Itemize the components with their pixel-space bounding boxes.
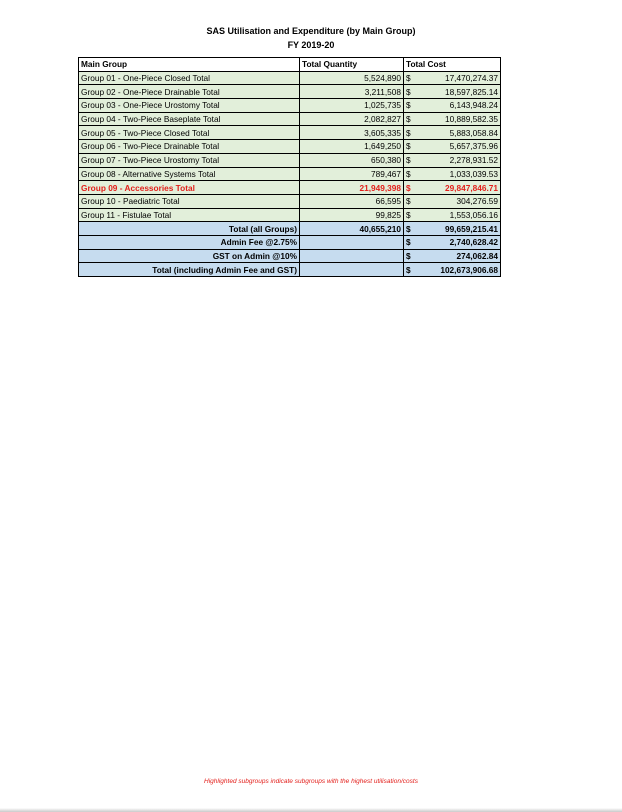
total-quantity (300, 263, 404, 277)
group-cost: 10,889,582.35 (415, 112, 501, 126)
group-name: Group 09 - Accessories Total (79, 181, 300, 195)
table-row (79, 194, 501, 208)
currency-symbol: $ (404, 235, 415, 249)
page-bottom-edge (0, 808, 622, 812)
group-name: Group 02 - One-Piece Drainable Total (79, 85, 300, 99)
table-row (79, 99, 501, 113)
admin-fee-row (79, 235, 501, 249)
group-cost: 6,143,948.24 (415, 99, 501, 113)
total-label: Total (including Admin Fee and GST) (79, 263, 300, 277)
total-label: Total (all Groups) (79, 222, 300, 236)
footnote: Highlighted subgroups indicate subgroups with the highest utilisation/costs (204, 778, 418, 785)
group-cost: 18,597,825.14 (415, 85, 501, 99)
group-quantity: 21,949,398 (300, 181, 404, 195)
group-quantity: 2,082,827 (300, 112, 404, 126)
group-quantity: 5,524,890 (300, 71, 404, 85)
group-name: Group 10 - Paediatric Total (79, 194, 300, 208)
group-cost: 29,847,846.71 (415, 181, 501, 195)
total-cost: 2,740,628.42 (415, 235, 501, 249)
group-name: Group 05 - Two-Piece Closed Total (79, 126, 300, 140)
group-cost: 304,276.59 (415, 194, 501, 208)
group-name: Group 04 - Two-Piece Baseplate Total (79, 112, 300, 126)
total-cost: 274,062.84 (415, 249, 501, 263)
group-name: Group 01 - One-Piece Closed Total (79, 71, 300, 85)
currency-symbol: $ (404, 71, 415, 85)
table-row-highlighted (79, 181, 501, 195)
total-quantity: 40,655,210 (300, 222, 404, 236)
report-title: SAS Utilisation and Expenditure (by Main Group) (206, 26, 416, 36)
total-quantity (300, 249, 404, 263)
table-header-row (79, 58, 501, 72)
table-row (79, 85, 501, 99)
table-row (79, 167, 501, 181)
group-quantity: 789,467 (300, 167, 404, 181)
group-quantity: 650,380 (300, 153, 404, 167)
header-main-group: Main Group (79, 58, 300, 72)
header-total-cost: Total Cost (404, 58, 501, 72)
table-row (79, 140, 501, 154)
currency-symbol: $ (404, 181, 415, 195)
table-row (79, 153, 501, 167)
group-quantity: 66,595 (300, 194, 404, 208)
group-quantity: 3,211,508 (300, 85, 404, 99)
group-quantity: 1,025,735 (300, 99, 404, 113)
currency-symbol: $ (404, 249, 415, 263)
group-cost: 2,278,931.52 (415, 153, 501, 167)
currency-symbol: $ (404, 85, 415, 99)
total-label: GST on Admin @10% (79, 249, 300, 263)
currency-symbol: $ (404, 112, 415, 126)
group-name: Group 08 - Alternative Systems Total (79, 167, 300, 181)
group-quantity: 99,825 (300, 208, 404, 222)
group-name: Group 03 - One-Piece Urostomy Total (79, 99, 300, 113)
currency-symbol: $ (404, 153, 415, 167)
currency-symbol: $ (404, 263, 415, 277)
expenditure-table (78, 57, 501, 277)
group-name: Group 07 - Two-Piece Urostomy Total (79, 153, 300, 167)
group-cost: 17,470,274.37 (415, 71, 501, 85)
currency-symbol: $ (404, 126, 415, 140)
currency-symbol: $ (404, 140, 415, 154)
grand-total-row (79, 263, 501, 277)
header-total-quantity: Total Quantity (300, 58, 404, 72)
group-cost: 1,033,039.53 (415, 167, 501, 181)
total-row (79, 222, 501, 236)
table-row (79, 71, 501, 85)
total-quantity (300, 235, 404, 249)
table-row (79, 126, 501, 140)
currency-symbol: $ (404, 222, 415, 236)
currency-symbol: $ (404, 167, 415, 181)
group-cost: 5,657,375.96 (415, 140, 501, 154)
group-quantity: 1,649,250 (300, 140, 404, 154)
gst-row (79, 249, 501, 263)
report-subtitle: FY 2019-20 (287, 40, 335, 50)
total-cost: 99,659,215.41 (415, 222, 501, 236)
group-name: Group 06 - Two-Piece Drainable Total (79, 140, 300, 154)
table-row (79, 112, 501, 126)
currency-symbol: $ (404, 99, 415, 113)
group-cost: 1,553,056.16 (415, 208, 501, 222)
total-label: Admin Fee @2.75% (79, 235, 300, 249)
group-name: Group 11 - Fistulae Total (79, 208, 300, 222)
currency-symbol: $ (404, 208, 415, 222)
group-cost: 5,883,058.84 (415, 126, 501, 140)
group-quantity: 3,605,335 (300, 126, 404, 140)
table-row (79, 208, 501, 222)
total-cost: 102,673,906.68 (415, 263, 501, 277)
currency-symbol: $ (404, 194, 415, 208)
